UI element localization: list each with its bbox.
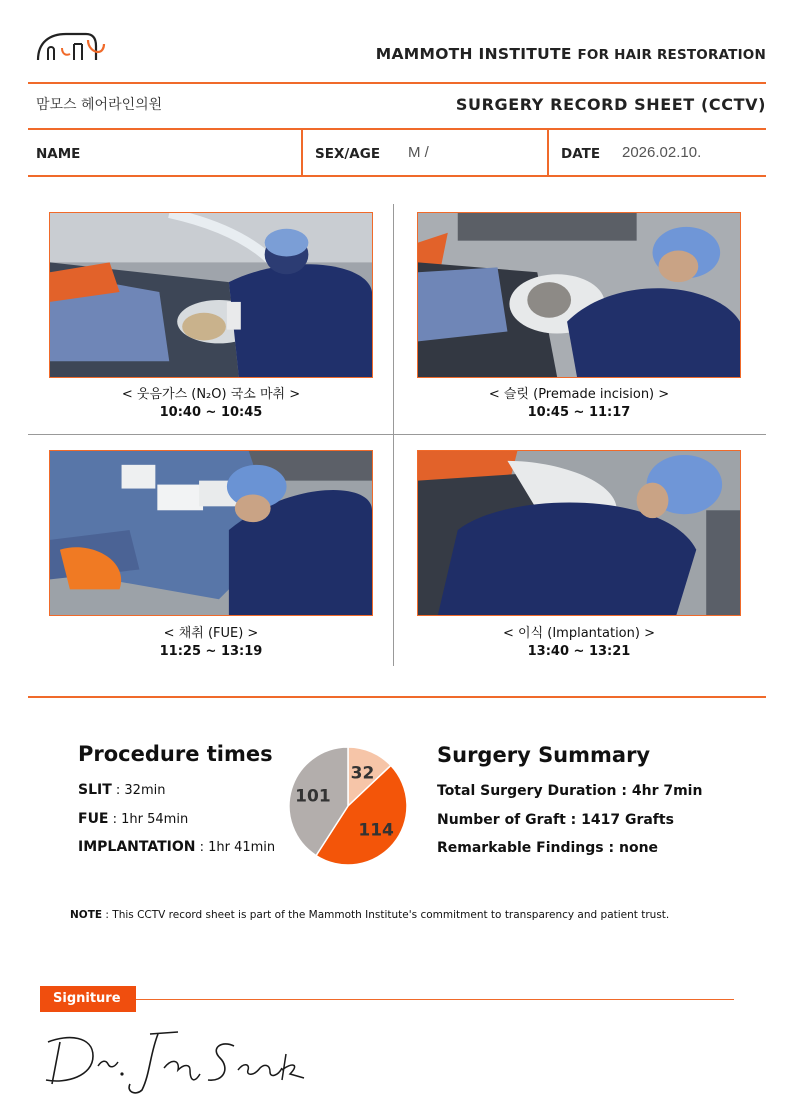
step-time: 13:40 ~ 13:21 xyxy=(527,644,631,659)
name-label: NAME xyxy=(36,146,81,162)
step-time: 10:40 ~ 10:45 xyxy=(159,405,263,420)
date-label: DATE xyxy=(561,146,601,162)
pie-data-label: 32 xyxy=(350,763,375,784)
header-row xyxy=(28,84,766,128)
mammoth-logo-icon xyxy=(36,30,106,64)
signature-line xyxy=(136,999,734,1000)
grid-divider xyxy=(393,204,394,666)
step-caption xyxy=(49,625,373,661)
divider xyxy=(28,696,766,698)
signature-badge: Signiture xyxy=(40,986,136,1012)
step-time: 11:25 ~ 13:19 xyxy=(159,644,263,659)
cctv-photo-slit xyxy=(417,212,741,378)
procedure-value: : 1hr 54min xyxy=(108,812,189,827)
procedure-label: SLIT xyxy=(78,782,112,798)
summary-line: Remarkable Findings : none xyxy=(437,840,659,856)
step-time: 10:45 ~ 11:17 xyxy=(527,405,631,420)
note-text xyxy=(70,909,669,921)
grid-divider xyxy=(28,434,766,435)
step-caption xyxy=(417,386,741,422)
procedure-time-item xyxy=(78,839,275,855)
procedure-value: : 1hr 41min xyxy=(195,840,276,855)
cctv-photo-fue xyxy=(49,450,373,616)
divider xyxy=(547,130,549,176)
note-label: NOTE xyxy=(70,909,103,921)
brand-name: MAMMOTH INSTITUTE FOR HAIR RESTORATION xyxy=(375,45,766,63)
procedure-times-title: Procedure times xyxy=(78,742,273,766)
procedure-time-item xyxy=(78,811,188,827)
step-title: < 웃음가스 (N₂O) 국소 마취 > xyxy=(121,387,301,402)
procedure-pie-chart xyxy=(288,746,408,866)
pie-data-label: 101 xyxy=(295,786,331,807)
signature-image xyxy=(38,1024,308,1094)
date-field[interactable]: 2026.02.10. xyxy=(622,144,702,161)
note-body: : This CCTV record sheet is part of the Mammoth Institute's commitment to transparency and patient trust. xyxy=(102,909,670,921)
procedure-label: IMPLANTATION xyxy=(78,839,196,855)
summary-line: Total Surgery Duration : 4hr 7min xyxy=(437,783,703,799)
cctv-photo-anesthesia xyxy=(49,212,373,378)
divider xyxy=(28,175,766,177)
sexage-field[interactable]: M / xyxy=(408,144,429,161)
procedure-value: : 32min xyxy=(111,783,166,798)
step-title: < 이식 (Implantation) > xyxy=(503,626,655,641)
clinic-name-korean: 맘모스 헤어라인의원 xyxy=(36,97,163,113)
sexage-label: SEX/AGE xyxy=(315,146,381,162)
step-caption xyxy=(49,386,373,422)
cctv-photo-implantation xyxy=(417,450,741,616)
pie-data-label: 114 xyxy=(358,820,394,841)
surgery-summary-title: Surgery Summary xyxy=(437,743,651,767)
summary-line: Number of Graft : 1417 Grafts xyxy=(437,812,674,828)
procedure-label: FUE xyxy=(78,811,109,827)
step-title: < 슬릿 (Premade incision) > xyxy=(488,387,670,402)
divider xyxy=(301,130,303,176)
procedure-time-item xyxy=(78,782,165,798)
sheet-title: SURGERY RECORD SHEET (CCTV) xyxy=(455,95,766,114)
step-caption xyxy=(417,625,741,661)
patient-info-row xyxy=(28,130,766,176)
step-title: < 채취 (FUE) > xyxy=(163,626,259,641)
